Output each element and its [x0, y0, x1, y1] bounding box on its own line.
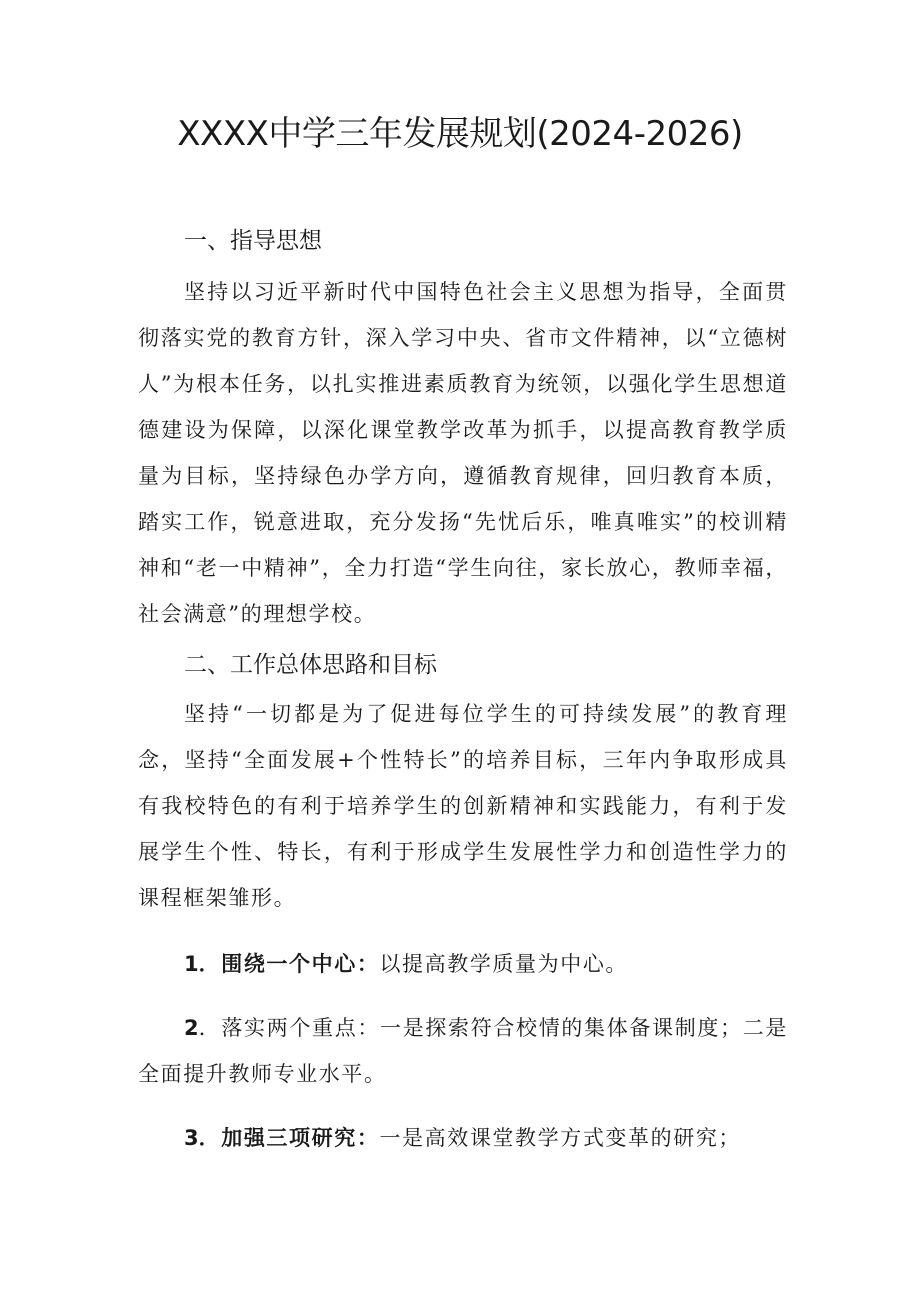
section-heading-guiding-ideology: 一、指导思想 — [184, 228, 322, 254]
item-number: 3 — [184, 1126, 199, 1150]
document-body — [138, 223, 788, 1179]
item-number: 1 — [184, 952, 199, 976]
item-text: 一是探索符合校情的集体备课制度；二是全面提升教师专业水平。 — [138, 1016, 788, 1086]
item-text: 一是高效课堂教学方式变革的研究； — [379, 1126, 742, 1150]
item-lead: ．围绕一个中心： — [198, 951, 380, 976]
item-lead: ．加强三项研究： — [198, 1125, 380, 1150]
item-text: 以提高教学质量为中心。 — [379, 952, 629, 976]
item-lead: ．落实两个重点： — [198, 1016, 381, 1040]
section-paragraph-overall-plan: 坚持“一切都是为了促进每位学生的可持续发展”的教育理念，坚持“全面发展+个性特长”的培养目标，三年内争取形成具有我校特色的有利于培养学生的创新精神和实践能力，有利于发展学生个性、特长，有利于形成学生发展性学力和创造性学力的课程框架雏形。 — [138, 702, 788, 910]
document-title: XXXX中学三年发展规划(2024-2026) — [177, 114, 743, 154]
list-item — [138, 1115, 788, 1161]
section-heading-overall-plan: 二、工作总体思路和目标 — [184, 652, 437, 678]
item-number: 2 — [184, 1016, 199, 1040]
list-item — [138, 941, 788, 987]
section-paragraph-guiding-ideology: 坚持以习近平新时代中国特色社会主义思想为指导，全面贯彻落实党的教育方针，深入学习中央、省市文件精神，以“立德树人”为根本任务，以扎实推进素质教育为统领，以强化学生思想道德建设为保障，以深化课堂教学改革为抓手，以提高教育教学质量为目标，坚持绿色办学方向，遵循教育规律，回归教育本质，踏实工作，锐意进取，充分发扬“先忧后乐，唯真唯实”的校训精神和“老一中精神”，全力打造“学生向往，家长放心，教师幸福，社会满意”的理想学校。 — [138, 280, 788, 626]
list-item — [138, 1005, 788, 1097]
